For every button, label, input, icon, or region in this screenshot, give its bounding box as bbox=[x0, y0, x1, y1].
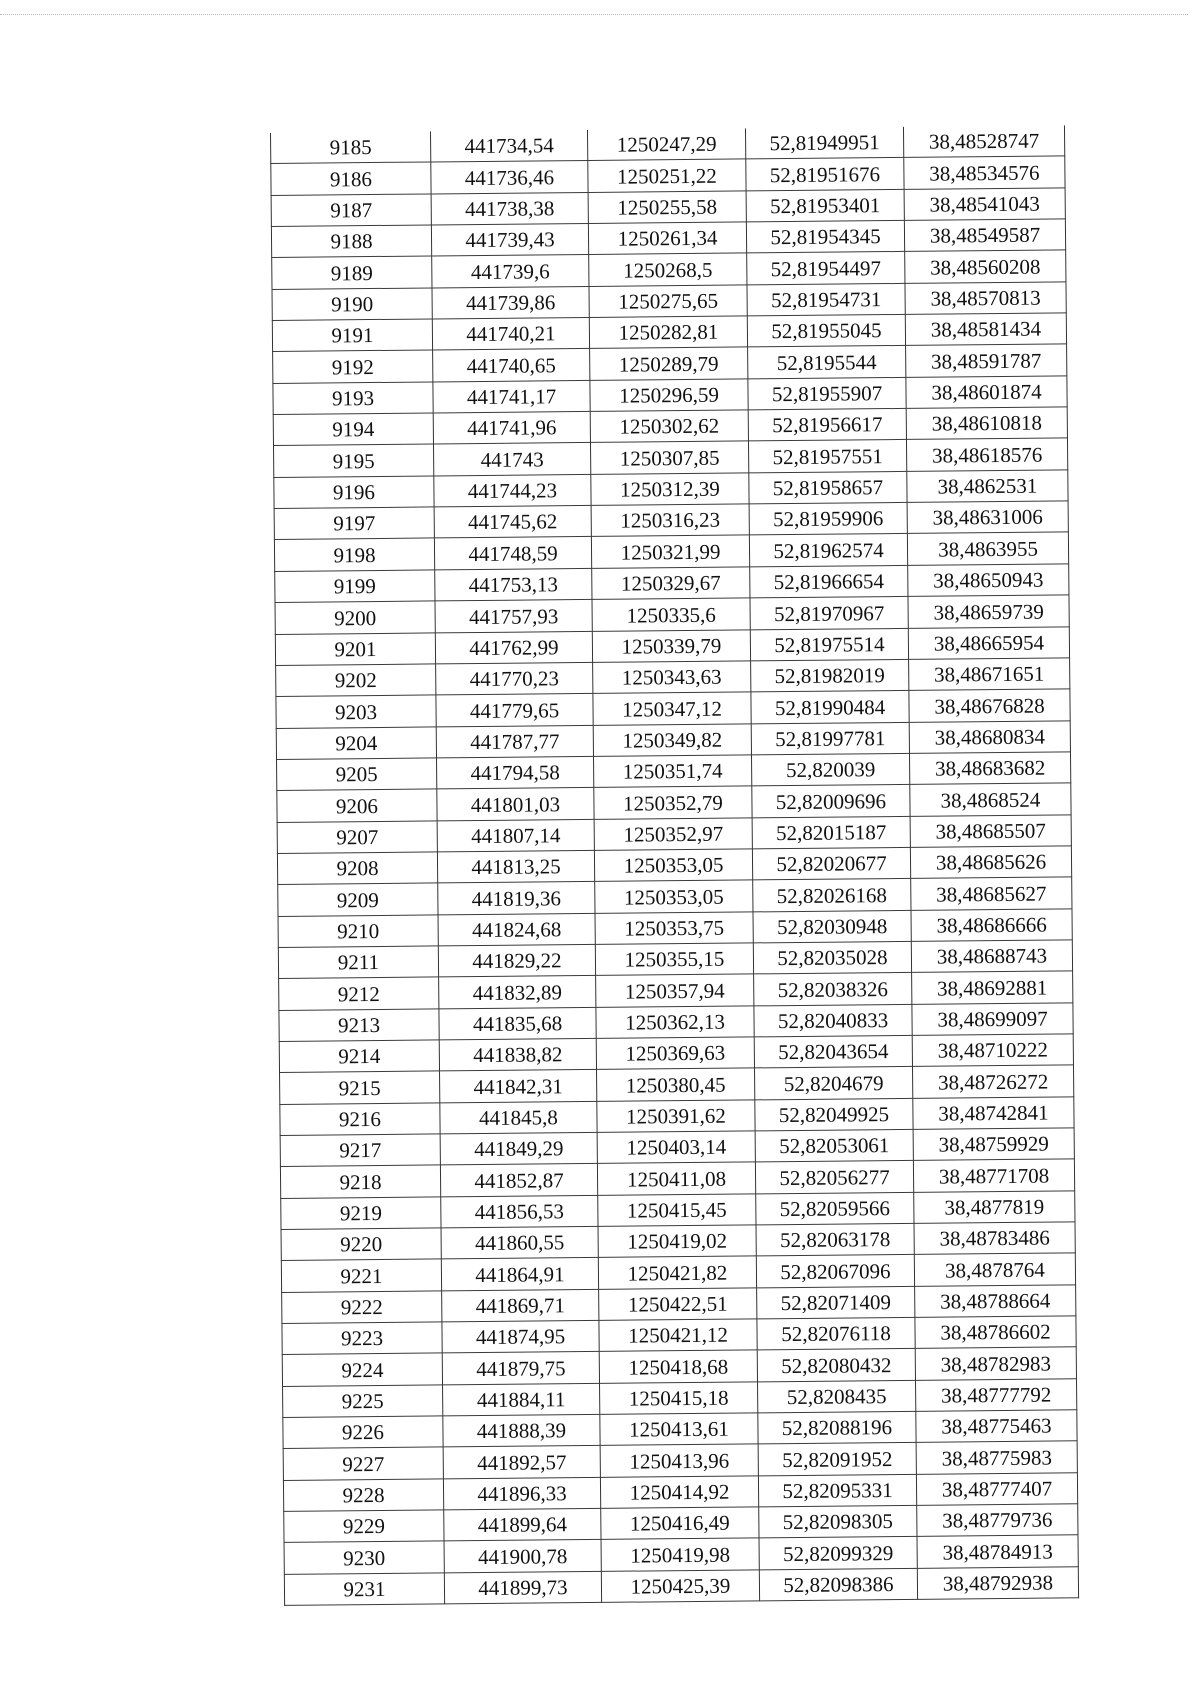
point-number-cell: 9203 bbox=[276, 695, 436, 728]
y-coordinate-cell: 1250357,94 bbox=[596, 974, 754, 1007]
point-number-cell: 9186 bbox=[271, 162, 431, 195]
point-number-cell: 9188 bbox=[271, 225, 431, 258]
latitude-cell: 52,82099329 bbox=[759, 1537, 917, 1570]
point-number-cell: 9199 bbox=[275, 570, 435, 603]
latitude-cell: 52,82038326 bbox=[754, 973, 912, 1006]
latitude-cell: 52,82067096 bbox=[756, 1255, 914, 1288]
x-coordinate-cell: 441864,91 bbox=[441, 1258, 598, 1291]
point-number-cell: 9187 bbox=[271, 194, 431, 227]
x-coordinate-cell: 441829,22 bbox=[438, 944, 595, 977]
y-coordinate-cell: 1250380,45 bbox=[597, 1068, 755, 1101]
point-number-cell: 9224 bbox=[282, 1353, 442, 1386]
point-number-cell: 9204 bbox=[276, 726, 436, 759]
y-coordinate-cell: 1250413,61 bbox=[600, 1413, 758, 1446]
latitude-cell: 52,81954345 bbox=[746, 220, 904, 253]
latitude-cell: 52,82076118 bbox=[757, 1317, 915, 1350]
y-coordinate-cell: 1250251,22 bbox=[588, 159, 746, 192]
longitude-cell: 38,48685627 bbox=[911, 877, 1072, 910]
latitude-cell: 52,81957551 bbox=[748, 440, 906, 473]
y-coordinate-cell: 1250403,14 bbox=[597, 1131, 755, 1164]
longitude-cell: 38,48541043 bbox=[904, 188, 1065, 221]
latitude-cell: 52,82043654 bbox=[754, 1035, 912, 1068]
point-number-cell: 9216 bbox=[280, 1103, 440, 1136]
longitude-cell: 38,48759929 bbox=[913, 1128, 1074, 1161]
latitude-cell: 52,8204679 bbox=[754, 1067, 912, 1100]
x-coordinate-cell: 441745,62 bbox=[434, 506, 591, 539]
x-coordinate-cell: 441794,58 bbox=[437, 756, 594, 789]
x-coordinate-cell: 441801,03 bbox=[437, 788, 594, 821]
y-coordinate-cell: 1250247,29 bbox=[587, 128, 745, 160]
latitude-cell: 52,81959906 bbox=[749, 503, 907, 536]
longitude-cell: 38,48610818 bbox=[906, 407, 1067, 440]
point-number-cell: 9212 bbox=[279, 977, 439, 1010]
point-number-cell: 9220 bbox=[281, 1228, 441, 1261]
point-number-cell: 9206 bbox=[277, 789, 437, 822]
y-coordinate-cell: 1250296,59 bbox=[590, 379, 748, 412]
latitude-cell: 52,82053061 bbox=[755, 1129, 913, 1162]
latitude-cell: 52,81953401 bbox=[746, 189, 904, 222]
latitude-cell: 52,81949951 bbox=[745, 127, 903, 159]
y-coordinate-cell: 1250282,81 bbox=[589, 316, 747, 349]
point-number-cell: 9195 bbox=[274, 444, 434, 477]
longitude-cell: 38,48591787 bbox=[906, 344, 1067, 377]
point-number-cell: 9225 bbox=[283, 1385, 443, 1418]
y-coordinate-cell: 1250353,75 bbox=[595, 911, 753, 944]
point-number-cell: 9196 bbox=[274, 476, 434, 509]
x-coordinate-cell: 441819,36 bbox=[438, 882, 595, 915]
y-coordinate-cell: 1250347,12 bbox=[593, 692, 751, 725]
x-coordinate-cell: 441842,31 bbox=[440, 1070, 597, 1103]
point-number-cell: 9208 bbox=[277, 852, 437, 885]
y-coordinate-cell: 1250422,51 bbox=[599, 1288, 757, 1321]
x-coordinate-cell: 441779,65 bbox=[436, 694, 593, 727]
x-coordinate-cell: 441896,33 bbox=[443, 1477, 600, 1510]
x-coordinate-cell: 441832,89 bbox=[439, 976, 596, 1009]
latitude-cell: 52,82049925 bbox=[755, 1098, 913, 1131]
x-coordinate-cell: 441899,64 bbox=[444, 1509, 601, 1542]
y-coordinate-cell: 1250425,39 bbox=[601, 1570, 759, 1603]
point-number-cell: 9229 bbox=[284, 1510, 444, 1543]
point-number-cell: 9207 bbox=[277, 820, 437, 853]
y-coordinate-cell: 1250421,82 bbox=[598, 1256, 756, 1289]
longitude-cell: 38,48659739 bbox=[908, 595, 1069, 628]
longitude-cell: 38,48792938 bbox=[917, 1567, 1078, 1600]
longitude-cell: 38,48775463 bbox=[916, 1410, 1077, 1443]
y-coordinate-cell: 1250312,39 bbox=[591, 473, 749, 506]
longitude-cell: 38,4877819 bbox=[914, 1191, 1075, 1224]
x-coordinate-cell: 441824,68 bbox=[438, 913, 595, 946]
longitude-cell: 38,48783486 bbox=[914, 1222, 1075, 1255]
x-coordinate-cell: 441888,39 bbox=[443, 1414, 600, 1447]
latitude-cell: 52,81982019 bbox=[751, 659, 909, 692]
x-coordinate-cell: 441835,68 bbox=[439, 1007, 596, 1040]
y-coordinate-cell: 1250351,74 bbox=[593, 755, 751, 788]
point-number-cell: 9197 bbox=[274, 507, 434, 540]
longitude-cell: 38,4863955 bbox=[907, 532, 1068, 565]
x-coordinate-cell: 441740,65 bbox=[433, 349, 590, 382]
latitude-cell: 52,81990484 bbox=[751, 691, 909, 724]
longitude-cell: 38,48788664 bbox=[915, 1285, 1076, 1318]
longitude-cell: 38,4868524 bbox=[910, 783, 1071, 816]
point-number-cell: 9200 bbox=[275, 601, 435, 634]
x-coordinate-cell: 441770,23 bbox=[436, 662, 593, 695]
latitude-cell: 52,82091952 bbox=[758, 1443, 916, 1476]
latitude-cell: 52,81962574 bbox=[749, 534, 907, 567]
latitude-cell: 52,82063178 bbox=[756, 1223, 914, 1256]
table-row bbox=[284, 1567, 1078, 1606]
y-coordinate-cell: 1250362,13 bbox=[596, 1006, 754, 1039]
latitude-cell: 52,82056277 bbox=[755, 1161, 913, 1194]
x-coordinate-cell: 441741,96 bbox=[433, 412, 590, 445]
latitude-cell: 52,82030948 bbox=[753, 910, 911, 943]
y-coordinate-cell: 1250411,08 bbox=[597, 1162, 755, 1195]
x-coordinate-cell: 441748,59 bbox=[434, 537, 591, 570]
x-coordinate-cell: 441787,77 bbox=[436, 725, 593, 758]
y-coordinate-cell: 1250421,12 bbox=[599, 1319, 757, 1352]
x-coordinate-cell: 441869,71 bbox=[442, 1289, 599, 1322]
y-coordinate-cell: 1250415,18 bbox=[600, 1382, 758, 1415]
longitude-cell: 38,48581434 bbox=[905, 313, 1066, 346]
y-coordinate-cell: 1250302,62 bbox=[590, 410, 748, 443]
y-coordinate-cell: 1250335,6 bbox=[592, 598, 750, 631]
longitude-cell: 38,48771708 bbox=[913, 1159, 1074, 1192]
longitude-cell: 38,48710222 bbox=[912, 1034, 1073, 1067]
x-coordinate-cell: 441838,82 bbox=[439, 1038, 596, 1071]
latitude-cell: 52,82098386 bbox=[759, 1568, 917, 1601]
point-number-cell: 9219 bbox=[281, 1197, 441, 1230]
point-number-cell: 9226 bbox=[283, 1416, 443, 1449]
y-coordinate-cell: 1250268,5 bbox=[589, 253, 747, 286]
x-coordinate-cell: 441860,55 bbox=[441, 1226, 598, 1259]
x-coordinate-cell: 441900,78 bbox=[444, 1540, 601, 1573]
y-coordinate-cell: 1250339,79 bbox=[592, 629, 750, 662]
point-number-cell: 9227 bbox=[283, 1447, 443, 1480]
x-coordinate-cell: 441852,87 bbox=[440, 1164, 597, 1197]
y-coordinate-cell: 1250352,97 bbox=[594, 817, 752, 850]
x-coordinate-cell: 441807,14 bbox=[437, 819, 594, 852]
y-coordinate-cell: 1250353,05 bbox=[594, 849, 752, 882]
x-coordinate-cell: 441739,6 bbox=[432, 255, 589, 288]
latitude-cell: 52,8208435 bbox=[758, 1380, 916, 1413]
x-coordinate-cell: 441813,25 bbox=[437, 850, 594, 883]
longitude-cell: 38,48618576 bbox=[906, 438, 1067, 471]
y-coordinate-cell: 1250413,96 bbox=[600, 1444, 758, 1477]
longitude-cell: 38,48742841 bbox=[913, 1096, 1074, 1129]
latitude-cell: 52,82088196 bbox=[758, 1411, 916, 1444]
longitude-cell: 38,48528747 bbox=[903, 125, 1064, 157]
longitude-cell: 38,48685626 bbox=[910, 846, 1071, 879]
x-coordinate-cell: 441740,21 bbox=[432, 318, 589, 351]
y-coordinate-cell: 1250415,45 bbox=[598, 1194, 756, 1227]
page-top-edge bbox=[0, 14, 1188, 15]
point-number-cell: 9185 bbox=[270, 131, 430, 163]
longitude-cell: 38,48570813 bbox=[905, 282, 1066, 315]
point-number-cell: 9228 bbox=[283, 1479, 443, 1512]
latitude-cell: 52,81958657 bbox=[749, 471, 907, 504]
coordinates-table-container bbox=[270, 125, 1078, 1606]
longitude-cell: 38,48784913 bbox=[917, 1535, 1078, 1568]
latitude-cell: 52,81954731 bbox=[747, 283, 905, 316]
latitude-cell: 52,81954497 bbox=[747, 252, 905, 285]
latitude-cell: 52,81970967 bbox=[750, 597, 908, 630]
longitude-cell: 38,48549587 bbox=[904, 219, 1065, 252]
latitude-cell: 52,82071409 bbox=[757, 1286, 915, 1319]
point-number-cell: 9194 bbox=[273, 413, 433, 446]
longitude-cell: 38,48676828 bbox=[909, 689, 1070, 722]
y-coordinate-cell: 1250316,23 bbox=[591, 504, 749, 537]
y-coordinate-cell: 1250414,92 bbox=[600, 1476, 758, 1509]
y-coordinate-cell: 1250321,99 bbox=[591, 535, 749, 568]
x-coordinate-cell: 441874,95 bbox=[442, 1320, 599, 1353]
longitude-cell: 38,48665954 bbox=[908, 626, 1069, 659]
x-coordinate-cell: 441892,57 bbox=[443, 1446, 600, 1479]
longitude-cell: 38,48680834 bbox=[909, 720, 1070, 753]
longitude-cell: 38,48671651 bbox=[909, 658, 1070, 691]
x-coordinate-cell: 441734,54 bbox=[430, 130, 587, 162]
y-coordinate-cell: 1250391,62 bbox=[597, 1100, 755, 1133]
longitude-cell: 38,48686666 bbox=[911, 908, 1072, 941]
x-coordinate-cell: 441757,93 bbox=[435, 600, 592, 633]
point-number-cell: 9209 bbox=[278, 883, 438, 916]
longitude-cell: 38,48777792 bbox=[916, 1379, 1077, 1412]
y-coordinate-cell: 1250261,34 bbox=[588, 222, 746, 255]
latitude-cell: 52,82015187 bbox=[752, 816, 910, 849]
latitude-cell: 52,82095331 bbox=[758, 1474, 916, 1507]
x-coordinate-cell: 441879,75 bbox=[442, 1352, 599, 1385]
x-coordinate-cell: 441899,73 bbox=[444, 1571, 601, 1604]
point-number-cell: 9198 bbox=[274, 538, 434, 571]
latitude-cell: 52,8195544 bbox=[748, 346, 906, 379]
y-coordinate-cell: 1250418,68 bbox=[599, 1350, 757, 1383]
point-number-cell: 9218 bbox=[280, 1165, 440, 1198]
y-coordinate-cell: 1250349,82 bbox=[593, 723, 751, 756]
longitude-cell: 38,48782983 bbox=[915, 1347, 1076, 1380]
point-number-cell: 9191 bbox=[272, 319, 432, 352]
latitude-cell: 52,81951676 bbox=[746, 158, 904, 191]
longitude-cell: 38,48650943 bbox=[908, 564, 1069, 597]
x-coordinate-cell: 441741,17 bbox=[433, 380, 590, 413]
point-number-cell: 9193 bbox=[273, 382, 433, 415]
point-number-cell: 9190 bbox=[272, 288, 432, 321]
longitude-cell: 38,48692881 bbox=[912, 971, 1073, 1004]
latitude-cell: 52,82035028 bbox=[753, 941, 911, 974]
latitude-cell: 52,81955045 bbox=[747, 314, 905, 347]
point-number-cell: 9213 bbox=[279, 1009, 439, 1042]
point-number-cell: 9189 bbox=[272, 256, 432, 289]
y-coordinate-cell: 1250353,05 bbox=[595, 880, 753, 913]
x-coordinate-cell: 441744,23 bbox=[434, 474, 591, 507]
y-coordinate-cell: 1250289,79 bbox=[590, 347, 748, 380]
x-coordinate-cell: 441849,29 bbox=[440, 1132, 597, 1165]
point-number-cell: 9215 bbox=[280, 1071, 440, 1104]
point-number-cell: 9201 bbox=[275, 632, 435, 665]
latitude-cell: 52,81997781 bbox=[751, 722, 909, 755]
point-number-cell: 9223 bbox=[282, 1322, 442, 1355]
coordinates-table-body bbox=[270, 125, 1078, 1605]
latitude-cell: 52,81956617 bbox=[748, 408, 906, 441]
coordinates-table bbox=[270, 125, 1079, 1606]
point-number-cell: 9192 bbox=[273, 350, 433, 383]
latitude-cell: 52,82009696 bbox=[752, 785, 910, 818]
latitude-cell: 52,82059566 bbox=[756, 1192, 914, 1225]
longitude-cell: 38,48601874 bbox=[906, 376, 1067, 409]
x-coordinate-cell: 441845,8 bbox=[440, 1101, 597, 1134]
point-number-cell: 9214 bbox=[279, 1040, 439, 1073]
longitude-cell: 38,48560208 bbox=[905, 250, 1066, 283]
latitude-cell: 52,82080432 bbox=[757, 1349, 915, 1382]
longitude-cell: 38,48775983 bbox=[916, 1441, 1077, 1474]
longitude-cell: 38,48777407 bbox=[916, 1473, 1077, 1506]
longitude-cell: 38,48534576 bbox=[904, 156, 1065, 189]
latitude-cell: 52,82040833 bbox=[754, 1004, 912, 1037]
y-coordinate-cell: 1250419,98 bbox=[601, 1538, 759, 1571]
latitude-cell: 52,81955907 bbox=[748, 377, 906, 410]
longitude-cell: 38,48683682 bbox=[909, 752, 1070, 785]
longitude-cell: 38,48779736 bbox=[917, 1504, 1078, 1537]
point-number-cell: 9231 bbox=[284, 1573, 444, 1606]
y-coordinate-cell: 1250255,58 bbox=[588, 191, 746, 224]
y-coordinate-cell: 1250307,85 bbox=[590, 441, 748, 474]
latitude-cell: 52,82098305 bbox=[759, 1505, 917, 1538]
longitude-cell: 38,48688743 bbox=[911, 940, 1072, 973]
longitude-cell: 38,48726272 bbox=[912, 1065, 1073, 1098]
latitude-cell: 52,81975514 bbox=[750, 628, 908, 661]
x-coordinate-cell: 441856,53 bbox=[441, 1195, 598, 1228]
longitude-cell: 38,4878764 bbox=[914, 1253, 1075, 1286]
x-coordinate-cell: 441739,43 bbox=[431, 223, 588, 256]
point-number-cell: 9222 bbox=[282, 1291, 442, 1324]
longitude-cell: 38,48786602 bbox=[915, 1316, 1076, 1349]
point-number-cell: 9205 bbox=[277, 758, 437, 791]
y-coordinate-cell: 1250329,67 bbox=[592, 567, 750, 600]
y-coordinate-cell: 1250369,63 bbox=[596, 1037, 754, 1070]
x-coordinate-cell: 441884,11 bbox=[443, 1383, 600, 1416]
latitude-cell: 52,82020677 bbox=[752, 847, 910, 880]
x-coordinate-cell: 441738,38 bbox=[431, 192, 588, 225]
latitude-cell: 52,820039 bbox=[751, 753, 909, 786]
y-coordinate-cell: 1250419,02 bbox=[598, 1225, 756, 1258]
x-coordinate-cell: 441743 bbox=[433, 443, 590, 476]
point-number-cell: 9211 bbox=[278, 946, 438, 979]
longitude-cell: 38,48685507 bbox=[910, 814, 1071, 847]
y-coordinate-cell: 1250352,79 bbox=[594, 786, 752, 819]
point-number-cell: 9221 bbox=[281, 1259, 441, 1292]
longitude-cell: 38,48699097 bbox=[912, 1002, 1073, 1035]
y-coordinate-cell: 1250275,65 bbox=[589, 285, 747, 318]
longitude-cell: 38,4862531 bbox=[907, 470, 1068, 503]
y-coordinate-cell: 1250343,63 bbox=[593, 661, 751, 694]
longitude-cell: 38,48631006 bbox=[907, 501, 1068, 534]
y-coordinate-cell: 1250355,15 bbox=[595, 943, 753, 976]
x-coordinate-cell: 441753,13 bbox=[435, 568, 592, 601]
point-number-cell: 9230 bbox=[284, 1541, 444, 1574]
latitude-cell: 52,81966654 bbox=[750, 565, 908, 598]
point-number-cell: 9202 bbox=[276, 664, 436, 697]
x-coordinate-cell: 441739,86 bbox=[432, 286, 589, 319]
point-number-cell: 9217 bbox=[280, 1134, 440, 1167]
point-number-cell: 9210 bbox=[278, 915, 438, 948]
y-coordinate-cell: 1250416,49 bbox=[601, 1507, 759, 1540]
x-coordinate-cell: 441736,46 bbox=[431, 161, 588, 194]
latitude-cell: 52,82026168 bbox=[753, 879, 911, 912]
x-coordinate-cell: 441762,99 bbox=[435, 631, 592, 664]
